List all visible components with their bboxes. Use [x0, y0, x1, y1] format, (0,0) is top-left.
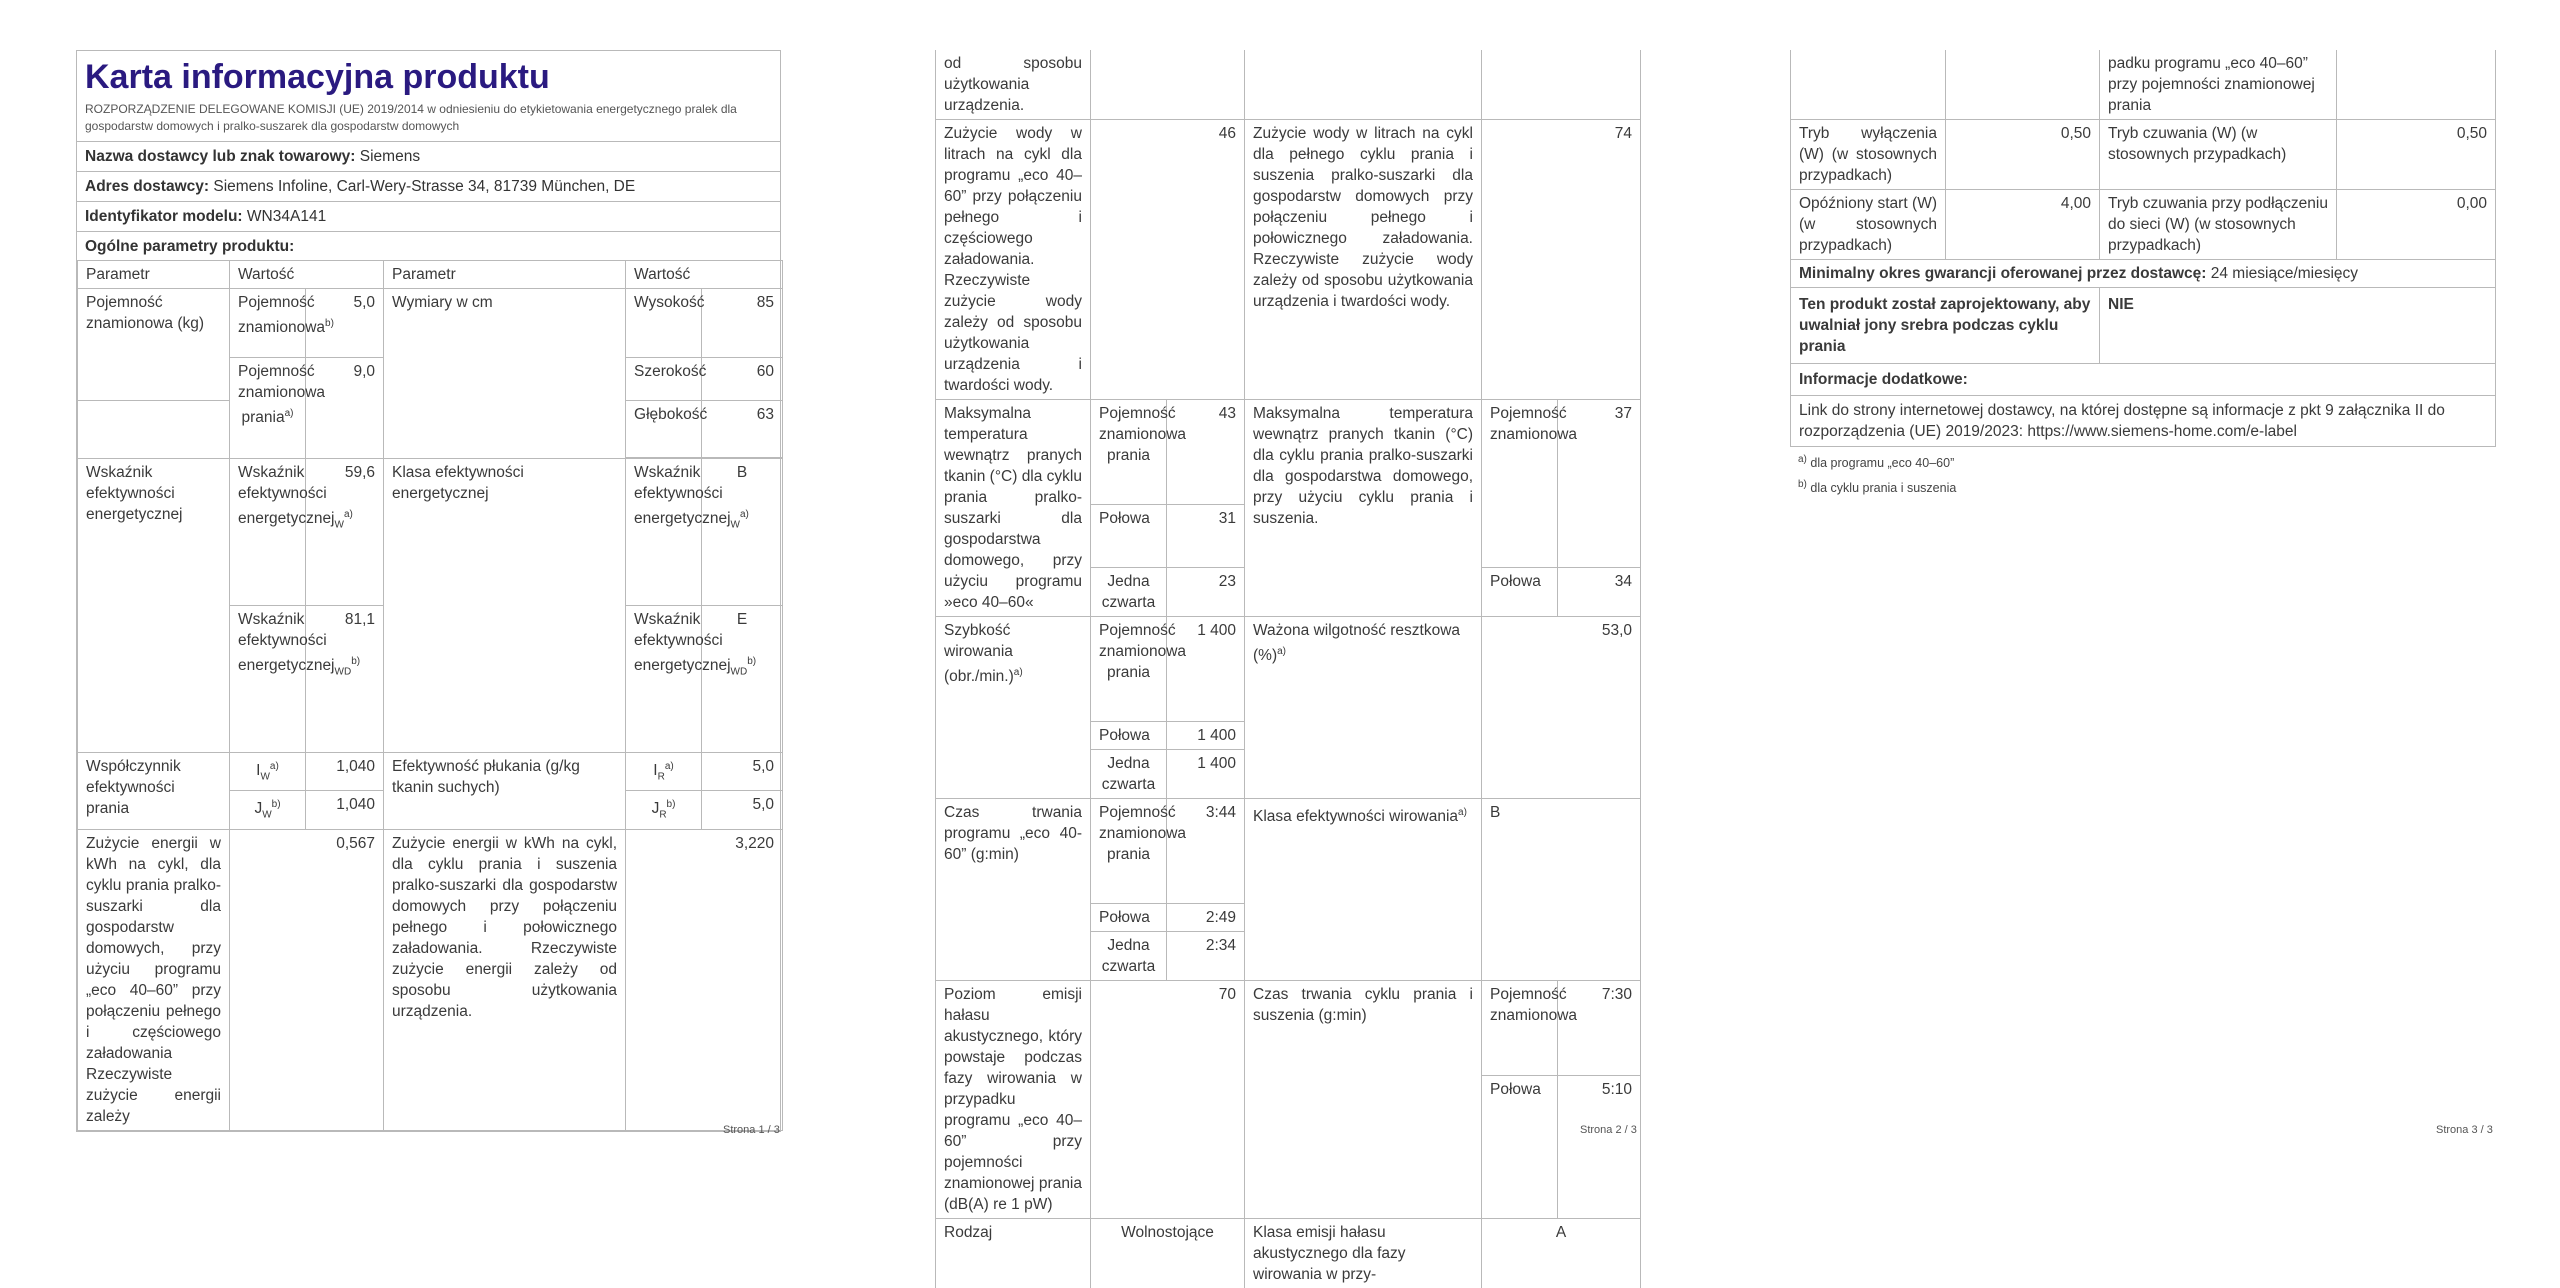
page-3: [1790, 50, 2495, 499]
dur-rated-label: Pojemność znamionowa prania: [1091, 799, 1167, 904]
energy-w-label: Zużycie energii w kWh na cykl, dla cyklu prania pralko-suszarki dla gospodarstw domowych, przy użyciu programu „eco 40–60” przy połączeniu pełnego i częściowego załadowania Rzeczywiste zużycie energii zależy: [78, 829, 230, 1130]
class-wd-value: E: [702, 606, 783, 753]
duration-label: Czas trwania programu „eco 40-60” (g:min): [936, 799, 1091, 981]
noise-class-value: A: [1482, 1219, 1641, 1288]
temp-wd-label: Maksymalna temperatura wewnątrz pranych tkanin (°C) dla cyklu prania pralko-suszarki dla gospodarstwa domowego, przy użyciu cyklu prania i suszenia.: [1245, 400, 1482, 617]
spin-half-label: Połowa: [1091, 722, 1167, 750]
spin-class-label: Klasa efektywności wirowania$^{a)}$: [1245, 799, 1482, 981]
page-2-number: Strona 2 / 3: [1580, 1124, 1637, 1136]
dur-quarter-value: 2:34: [1167, 932, 1245, 981]
noise-value: 70: [1091, 981, 1245, 1219]
class-label: Klasa efektywności energetycznej: [384, 459, 626, 753]
cap-w-label: Pojemność znamionowa prania$^{a)}$: [230, 358, 306, 459]
page-1-number: Strona 1 / 3: [723, 1124, 780, 1136]
type-label: Rodzaj: [936, 1219, 1091, 1288]
general-params-row: [77, 231, 780, 261]
table-row: [936, 617, 1641, 722]
temp-w-quarter-value: 23: [1167, 568, 1245, 617]
page-3-number: Strona 3 / 3: [2436, 1124, 2493, 1136]
supplier-value: Siemens: [360, 148, 420, 165]
dur-quarter-label: Jedna czwarta: [1091, 932, 1167, 981]
continued-text: od sposobu użytkowania urządzenia.: [936, 50, 1091, 120]
table-row: [936, 50, 1641, 120]
table-row: [1791, 364, 2496, 396]
dims-label: Wymiary w cm: [384, 289, 626, 459]
spin-quarter-value: 1 400: [1167, 750, 1245, 799]
height-label: Wysokość: [626, 289, 702, 358]
noise-label: Poziom emisji hałasu akustycznego, który powstaje podczas fazy wirowania w przypadku programu „eco 40–60” przy pojemności znamionowej prania (dB(A) re 1 pW): [936, 981, 1091, 1219]
footnote-a: $^{a)}$ dla programu „eco 40–60”: [1790, 449, 2495, 474]
table-row: [1791, 288, 2496, 364]
col-header-value: Wartość: [230, 261, 384, 289]
jw-label: $J_W^{b)}$: [230, 791, 306, 829]
footnote-b: $^{b)}$ dla cyklu prania i suszenia: [1790, 474, 2495, 499]
page-title: Karta informacyjna produktu: [77, 51, 780, 99]
supplier-row: [77, 141, 780, 171]
table-row: [1791, 190, 2496, 260]
temp-w-half-label: Połowa: [1091, 505, 1167, 568]
off-mode-label: Tryb wyłączenia (W) (w stosownych przypadkach): [1791, 120, 1946, 190]
ir-label: $I_R^{a)}$: [626, 753, 702, 791]
rinse-label: Efektywność płukania (g/kg tkanin suchych): [384, 753, 626, 830]
table-row: [936, 799, 1641, 904]
eei-wd-value: 81,1: [306, 606, 384, 753]
silver-ions-value: NIE: [2100, 288, 2496, 364]
params-table-2: [935, 50, 1641, 1288]
jw-value: 1,040: [306, 791, 384, 829]
additional-info-text: Link do strony internetowej dostawcy, na której dostępne są informacje z pkt 9 załącznika II do rozporządzenia (UE) 2019/2023: https://www.siemens-home.com/e-label: [1791, 396, 2496, 447]
col-header-param: Parametr: [78, 261, 230, 289]
eei-wd-label: Wskaźnik efektywności energetycznej$_{WD}^{b)}$: [230, 606, 306, 753]
height-value: 85: [702, 289, 783, 358]
table-row: [1791, 260, 2496, 288]
table-row: [936, 1219, 1641, 1288]
spin-label: Szybkość wirowania $(obr./\min.)^{a)}$: [936, 617, 1091, 799]
cycle-rated-label: Pojemność znamionowa: [1482, 981, 1558, 1076]
table-row: [78, 459, 783, 606]
general-params-label: Ogólne parametry produktu:: [85, 238, 294, 255]
class-wd-label: Wskaźnik efektywności energetycznej$_{WD}^{b)}$: [626, 606, 702, 753]
standby-value: 0,50: [2337, 120, 2496, 190]
type-value: Wolnostojące: [1091, 1219, 1245, 1288]
energy-wd-label: Zużycie energii w kWh na cykl, dla cyklu prania i suszenia pralko-suszarki dla gospodarstw domowych przy połączeniu pełnego i połowicznego załadowania. Rzeczywiste zużycie energii zależy od sposobu użytkowania urządzenia.: [384, 829, 626, 1130]
network-standby-value: 0,00: [2337, 190, 2496, 260]
spin-rated-value: 1 400: [1167, 617, 1245, 722]
eei-label: Wskaźnik efektywności energetycznej: [78, 459, 230, 753]
capacity-label: Pojemność znamionowa (kg): [78, 289, 230, 401]
jr-label: $J_R^{b)}$: [626, 791, 702, 829]
model-value: WN34A141: [247, 208, 326, 225]
moisture-value: 53,0: [1482, 617, 1641, 799]
warranty-row: [1791, 260, 2496, 288]
off-mode-value: 0,50: [1946, 120, 2100, 190]
table-header: [78, 261, 783, 289]
table-row: [78, 753, 783, 791]
table-row: [936, 400, 1641, 505]
depth-value: 63: [702, 401, 783, 458]
water-w-value: 46: [1091, 120, 1245, 400]
iw-value: 1,040: [306, 753, 384, 791]
cycle-half-value: 5:10: [1558, 1075, 1641, 1218]
continued-text: padku programu „eco 40–60” przy pojemności znamionowej prania: [2100, 50, 2337, 120]
class-w-value: B: [702, 459, 783, 606]
page-2: [935, 50, 1640, 1288]
delay-start-label: Opóźniony start (W) (w stosownych przypadkach): [1791, 190, 1946, 260]
depth-label: Głębokość: [626, 401, 702, 458]
iw-label: $I_W^{a)}$: [230, 753, 306, 791]
page-1-frame: [76, 50, 781, 1132]
cap-wd-value: 5,0: [306, 289, 384, 358]
spin-quarter-label: Jedna czwarta: [1091, 750, 1167, 799]
spin-class-value: B: [1482, 799, 1641, 981]
spin-rated-label: Pojemność znamionowa prania: [1091, 617, 1167, 722]
temp-w-half-value: 31: [1167, 505, 1245, 568]
table-row: [1791, 50, 2496, 120]
params-table-3: [1790, 50, 2496, 447]
noise-class-label: Klasa emisji hałasu akustycznego dla fazy wirowania w przy-: [1245, 1219, 1482, 1288]
model-row: [77, 201, 780, 231]
moisture-label: Ważona wilgotność resztkowa (%)$^{a)}$: [1245, 617, 1482, 799]
delay-start-value: 4,00: [1946, 190, 2100, 260]
additional-info-label: Informacje dodatkowe:: [1791, 364, 2496, 396]
eei-w-value: 59,6: [306, 459, 384, 606]
temp-w-label: Maksymalna temperatura wewnątrz pranych tkanin (°C) dla cyklu prania pralko-suszarki dla gospodarstwa domowego, przy użyciu programu »eco 40–60«: [936, 400, 1091, 617]
temp-wd-rated-value: 37: [1558, 400, 1641, 568]
table-row: [936, 981, 1641, 1076]
cycle-label: Czas trwania cyklu prania i suszenia (g:min): [1245, 981, 1482, 1219]
cap-wd-label: Pojemność znamionowa$^{b)}$: [230, 289, 306, 358]
table-row: [1791, 120, 2496, 190]
table-row: [1791, 396, 2496, 447]
temp-w-quarter-label: Jedna czwarta: [1091, 568, 1167, 617]
cap-w-value: 9,0: [306, 358, 384, 459]
network-standby-label: Tryb czuwania przy podłączeniu do sieci (W) (w stosownych przypadkach): [2100, 190, 2337, 260]
cycle-half-label: Połowa: [1482, 1075, 1558, 1218]
water-wd-value: 74: [1482, 120, 1641, 400]
address-row: [77, 171, 780, 201]
dur-rated-value: 3:44: [1167, 799, 1245, 904]
standby-label: Tryb czuwania (W) (w stosownych przypadkach): [2100, 120, 2337, 190]
wash-eff-label: Współczynnik efektywności prania: [78, 753, 230, 830]
spin-half-value: 1 400: [1167, 722, 1245, 750]
width-label: Szerokość: [626, 358, 702, 401]
energy-w-value: 0,567: [230, 829, 384, 1130]
supplier-label: Nazwa dostawcy lub znak towarowy:: [85, 148, 355, 165]
cycle-rated-value: 7:30: [1558, 981, 1641, 1076]
address-label: Adres dostawcy:: [85, 178, 209, 195]
ir-value: 5,0: [702, 753, 783, 791]
regulation-text: ROZPORZĄDZENIE DELEGOWANE KOMISJI (UE) 2019/2014 w odniesieniu do etykietowania energetycznego pralek dla gospodarstw domowych i pralko-suszarek dla gospodarstw domowych: [77, 99, 780, 141]
eei-w-label: Wskaźnik efektywności energetycznej$_W^{a)}$: [230, 459, 306, 606]
warranty-label: Minimalny okres gwarancji oferowanej przez dostawcę:: [1799, 265, 2206, 282]
model-label: Identyfikator modelu:: [85, 208, 243, 225]
col-header-param-2: Parametr: [384, 261, 626, 289]
dur-half-value: 2:49: [1167, 904, 1245, 932]
address-value: Siemens Infoline, Carl-Wery-Strasse 34, 81739 München, DE: [213, 178, 635, 195]
class-w-label: Wskaźnik efektywności energetycznej$_W^{a)}$: [626, 459, 702, 606]
water-w-label: Zużycie wody w litrach na cykl dla programu „eco 40–60” przy połączeniu pełnego i częściowego załadowania. Rzeczywiste zużycie wody zależy od sposobu użytkowania urządzenia i twardości wody.: [936, 120, 1091, 400]
params-table-1: [77, 260, 783, 1131]
silver-ions-label: Ten produkt został zaprojektowany, aby uwalniał jony srebra podczas cyklu prania: [1791, 288, 2100, 364]
width-value: 60: [702, 358, 783, 401]
temp-w-rated-label: Pojemność znamionowa prania: [1091, 400, 1167, 505]
page-1: [76, 50, 781, 1132]
temp-w-rated-value: 43: [1167, 400, 1245, 505]
warranty-value: 24 miesiące/miesięcy: [2211, 265, 2358, 282]
table-row: [78, 829, 783, 1130]
temp-wd-rated-label: Pojemność znamionowa: [1482, 400, 1558, 568]
dur-half-label: Połowa: [1091, 904, 1167, 932]
energy-wd-value: 3,220: [626, 829, 783, 1130]
jr-value: 5,0: [702, 791, 783, 829]
table-row: [936, 120, 1641, 400]
water-wd-label: Zużycie wody w litrach na cykl dla pełnego cyklu prania i suszenia pralko-suszarki dla gospodarstw domowych przy połączeniu pełnego i połowicznego załadowania. Rzeczywiste zużycie wody zależy od sposobu użytkowania urządzenia i twardości wody.: [1245, 120, 1482, 400]
col-header-value-2: Wartość: [626, 261, 783, 289]
temp-wd-half-value: 34: [1558, 568, 1641, 617]
temp-wd-half-label: Połowa: [1482, 568, 1558, 617]
